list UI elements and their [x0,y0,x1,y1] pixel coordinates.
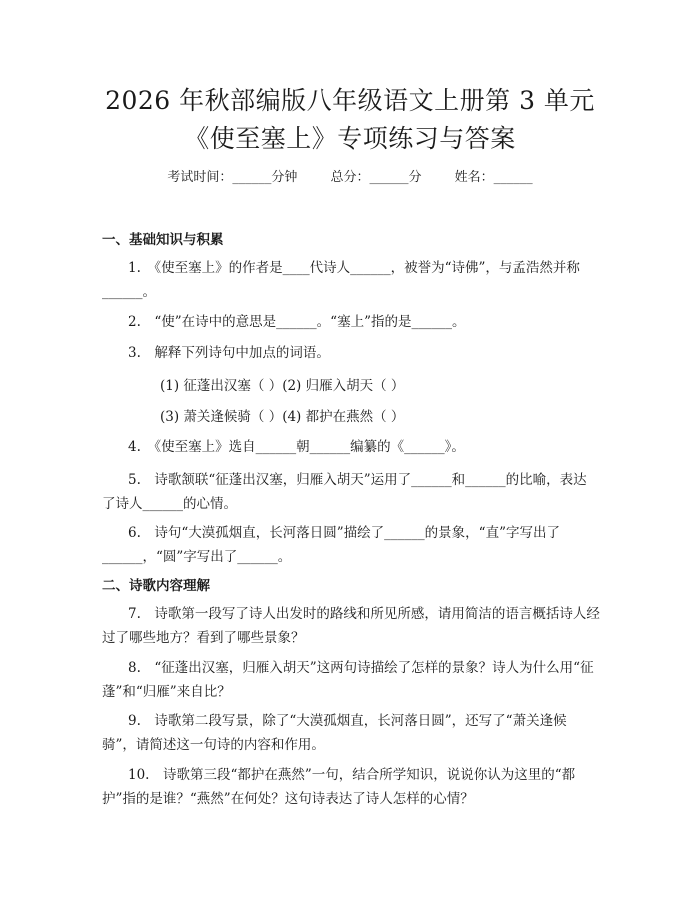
question-8: 8. “征蓬出汉塞，归雁入胡天”这两句诗描绘了怎样的景象？诗人为什么用“征蓬”和“归雁”来自比？ [102,660,594,700]
total-score-field: 总分：______分 [330,170,422,185]
question-6: 6. 诗句“大漠孤烟直，长河落日圆”描绘了______的景象，“直”字写出了______，“圆”字写出了______。 [102,525,560,565]
document-title-line2: 《使至塞上》专项练习与答案 [184,124,516,153]
exam-time-field: 考试时间：______分钟 [167,170,298,185]
document-title-line1: 2026 年秋部编版八年级语文上册第 3 单元 [105,86,595,115]
exam-meta-line [0,169,700,187]
question-3-sub-2: (3) 萧关逢候骑（ ）(4) 都护在燕然（ ） [160,409,405,425]
question-9: 9. 诗歌第二段写景，除了“大漠孤烟直，长河落日圆”，还写了“萧关逢候骑”，请简述这一句诗的内容和作用。 [102,713,567,753]
question-10: 10. 诗歌第三段“都护在燕然”一句，结合所学知识，说说你认为这里的“都护”指的是谁？“燕然”在何处？这句诗表达了诗人怎样的心情？ [102,767,576,807]
question-3-sub-1: (1) 征蓬出汉塞（ ）(2) 归雁入胡天（ ） [160,378,405,394]
question-4: 4. 《使至塞上》选自______朝______编纂的《______》。 [128,439,465,455]
name-field: 姓名：______ [454,170,533,185]
question-5: 5. 诗歌颔联“征蓬出汉塞，归雁入胡天”运用了______和______的比喻，表达了诗人______的心情。 [102,472,587,512]
question-3: 3. 解释下列诗句中加点的词语。 [128,345,330,361]
question-7: 7. 诗歌第一段写了诗人出发时的路线和所见所感，请用简洁的语言概括诗人经过了哪些地方？看到了哪些景象？ [102,606,600,646]
section-heading-2: 二、诗歌内容理解 [102,578,210,594]
section-heading-1: 一、基础知识与积累 [102,232,224,248]
question-2: 2. “使”在诗中的意思是______。“塞上”指的是______。 [128,314,466,330]
question-1: 1. 《使至塞上》的作者是____代诗人______，被誉为“诗佛”，与孟浩然并称______。 [102,260,580,300]
